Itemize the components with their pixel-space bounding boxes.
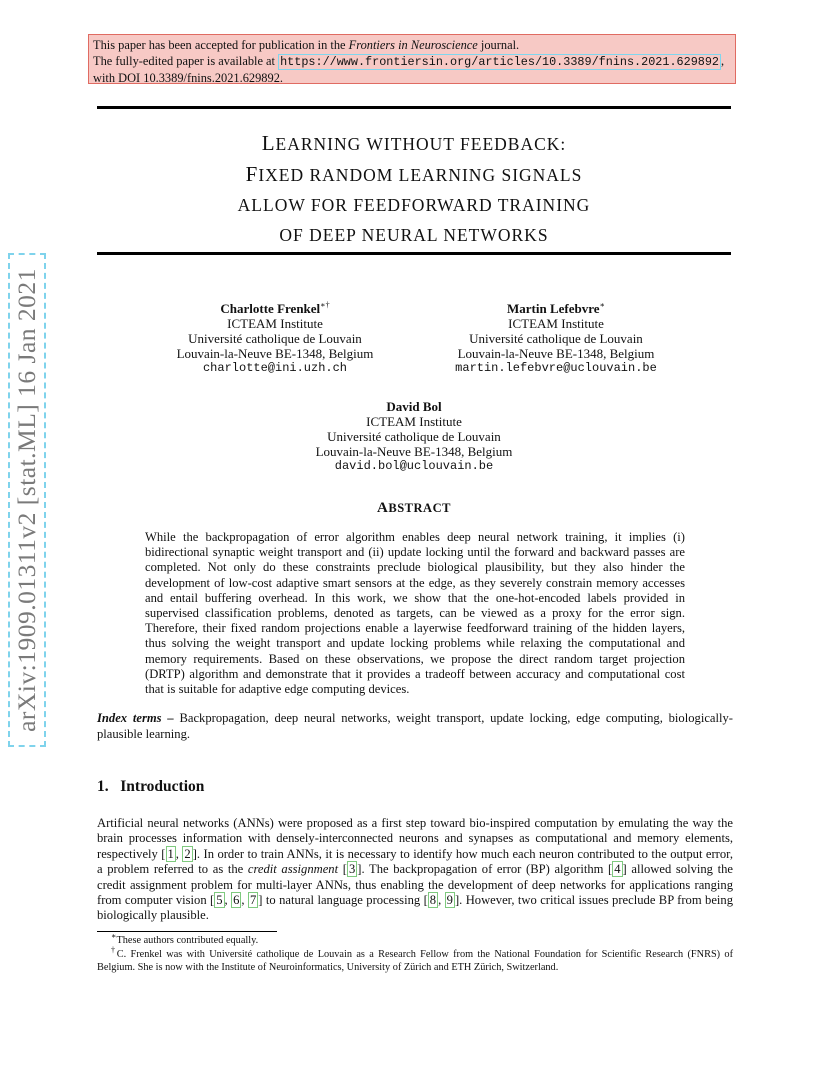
citation-link[interactable]: 6 [233, 893, 240, 908]
index-terms-text: Backpropagation, deep neural networks, weight transport, update locking, edge computing, biologically-plausible learning. [97, 711, 733, 741]
title-bottom-rule [97, 252, 731, 255]
footnotes [97, 931, 733, 975]
citation-link[interactable]: 2 [184, 846, 191, 861]
notice-line-3: with DOI 10.3389/fnins.2021.629892. [93, 71, 283, 85]
author-university: Université catholique de Louvain [327, 429, 501, 444]
author-university: Université catholique de Louvain [469, 331, 643, 346]
notice-line-2 [93, 53, 731, 70]
author-name: David Bol [386, 399, 442, 414]
introduction-paragraph: Artificial neural networks (ANNs) were proposed as a first step toward bio-inspired computation by emulating the way the brain processes information with densely-interconnected neurons and synapses as computational and memory elements, respectively [ 1 , 2 ]. In order to train ANNs, it is necessary to identify how much each neuron contributed to the output error, a problem referred to as the credit assignment [ 3 ]. The backpropagation of error (BP) algorithm [ 4 ] allowed solving the credit assignment problem for multi-layer ANNs, thus enabling the development of deep networks for applications ranging from computer vision [ 5 , 6 , 7 ] to natural language processing [ 8 , 9 ]. However, two critical issues preclude BP from being biologically plausible. [97, 816, 734, 923]
author-email[interactable]: charlotte@ini.uzh.ch [202, 361, 348, 375]
notice-text: journal. [477, 38, 520, 52]
notice-line-1 [93, 37, 731, 53]
title-line-4: OF DEEP NEURAL NETWORKS [279, 225, 549, 245]
author-university: Université catholique de Louvain [188, 331, 362, 346]
arxiv-stamp[interactable] [8, 253, 46, 747]
author-institute: ICTEAM Institute [508, 316, 604, 331]
author-institute: ICTEAM Institute [227, 316, 323, 331]
abstract-heading: ABSTRACT [377, 500, 451, 516]
index-terms-label: Index terms – [97, 711, 174, 725]
title-line-2: FIXED RANDOM LEARNING SIGNALS [245, 162, 583, 186]
citation-link[interactable]: 8 [429, 893, 437, 908]
author-block-bol [304, 399, 524, 474]
index-terms [97, 711, 733, 742]
publication-notice [88, 34, 736, 84]
paper-title [97, 128, 731, 250]
author-block-lefebvre [441, 301, 671, 376]
author-marks: ∗ [599, 300, 605, 310]
author-address: Louvain-la-Neuve BE-1348, Belgium [176, 346, 374, 361]
paper-url-link[interactable]: https://www.frontiersin.org/articles/10.3389/fnins.2021.629892 [280, 55, 720, 69]
title-line-1: LEARNING WITHOUT FEEDBACK: [261, 131, 567, 155]
abstract-text: While the backpropagation of error algorithm enables deep neural network training, it implies (i) bidirectional synaptic weight transport and (ii) update locking until the forward and backward passes are completed. Not only do these constraints preclude biological plausibility, but they also hinder the development of low-cost adaptive smart sensors at the edge, as they severely constrain memory accesses and entail buffering overhead. In this work, we show that the one-hot-encoded labels provided in supervised classification problems, denoted as targets, can be viewed as a proxy for the error sign. Therefore, their fixed random projections enable a layerwise feedforward training of the hidden layers, thus solving the weight transport and update locking problems while relaxing the computational and memory requirements. Based on these observations, we propose the direct random target projection (DRTP) algorithm and demonstrate that it provides a tradeoff between accuracy and computational cost that is suitable for adaptive edge computing devices. [145, 530, 685, 697]
author-email[interactable]: david.bol@uclouvain.be [334, 459, 494, 473]
citation-link[interactable]: 4 [614, 862, 621, 877]
title-line-3: ALLOW FOR FEEDFORWARD TRAINING [237, 195, 591, 215]
author-address: Louvain-la-Neuve BE-1348, Belgium [315, 444, 513, 459]
journal-name: Frontiers in Neuroscience [348, 38, 478, 52]
citation-link[interactable]: 7 [249, 893, 257, 908]
section-heading-introduction: 1. Introduction [97, 778, 205, 795]
author-institute: ICTEAM Institute [366, 414, 462, 429]
notice-text: , [721, 54, 725, 68]
citation-link[interactable]: 9 [446, 893, 453, 908]
author-block-frenkel [165, 301, 385, 376]
citation-link[interactable]: 5 [216, 893, 223, 908]
author-marks: ∗† [320, 300, 330, 310]
footnote-rule [97, 931, 277, 932]
footnote-equal-contribution: ∗These authors contributed equally. [111, 931, 259, 946]
author-email[interactable]: martin.lefebvre@uclouvain.be [455, 361, 657, 375]
author-name: Martin Lefebvre [507, 301, 600, 316]
citation-link[interactable]: 1 [167, 846, 174, 861]
author-name: Charlotte Frenkel [220, 301, 321, 316]
footnote-affiliation: †C. Frenkel was with Université catholique de Louvain as a Research Fellow from the National Foundation for Scientific Research (FNRS) of Belgium. She is now with the Institute of Neuroinformatics, University of Zürich and ETH Zürich, Switzerland. [97, 945, 733, 974]
notice-text: The fully-edited paper is available at [93, 54, 279, 68]
credit-assignment-term: credit assignment [247, 862, 339, 877]
author-address: Louvain-la-Neuve BE-1348, Belgium [457, 346, 655, 361]
arxiv-identifier: arXiv:1909.01311v2 [stat.ML] 16 Jan 2021 [12, 268, 41, 732]
citation-link[interactable]: 3 [348, 862, 356, 877]
title-top-rule [97, 106, 731, 109]
notice-text: This paper has been accepted for publication in the [93, 38, 349, 52]
